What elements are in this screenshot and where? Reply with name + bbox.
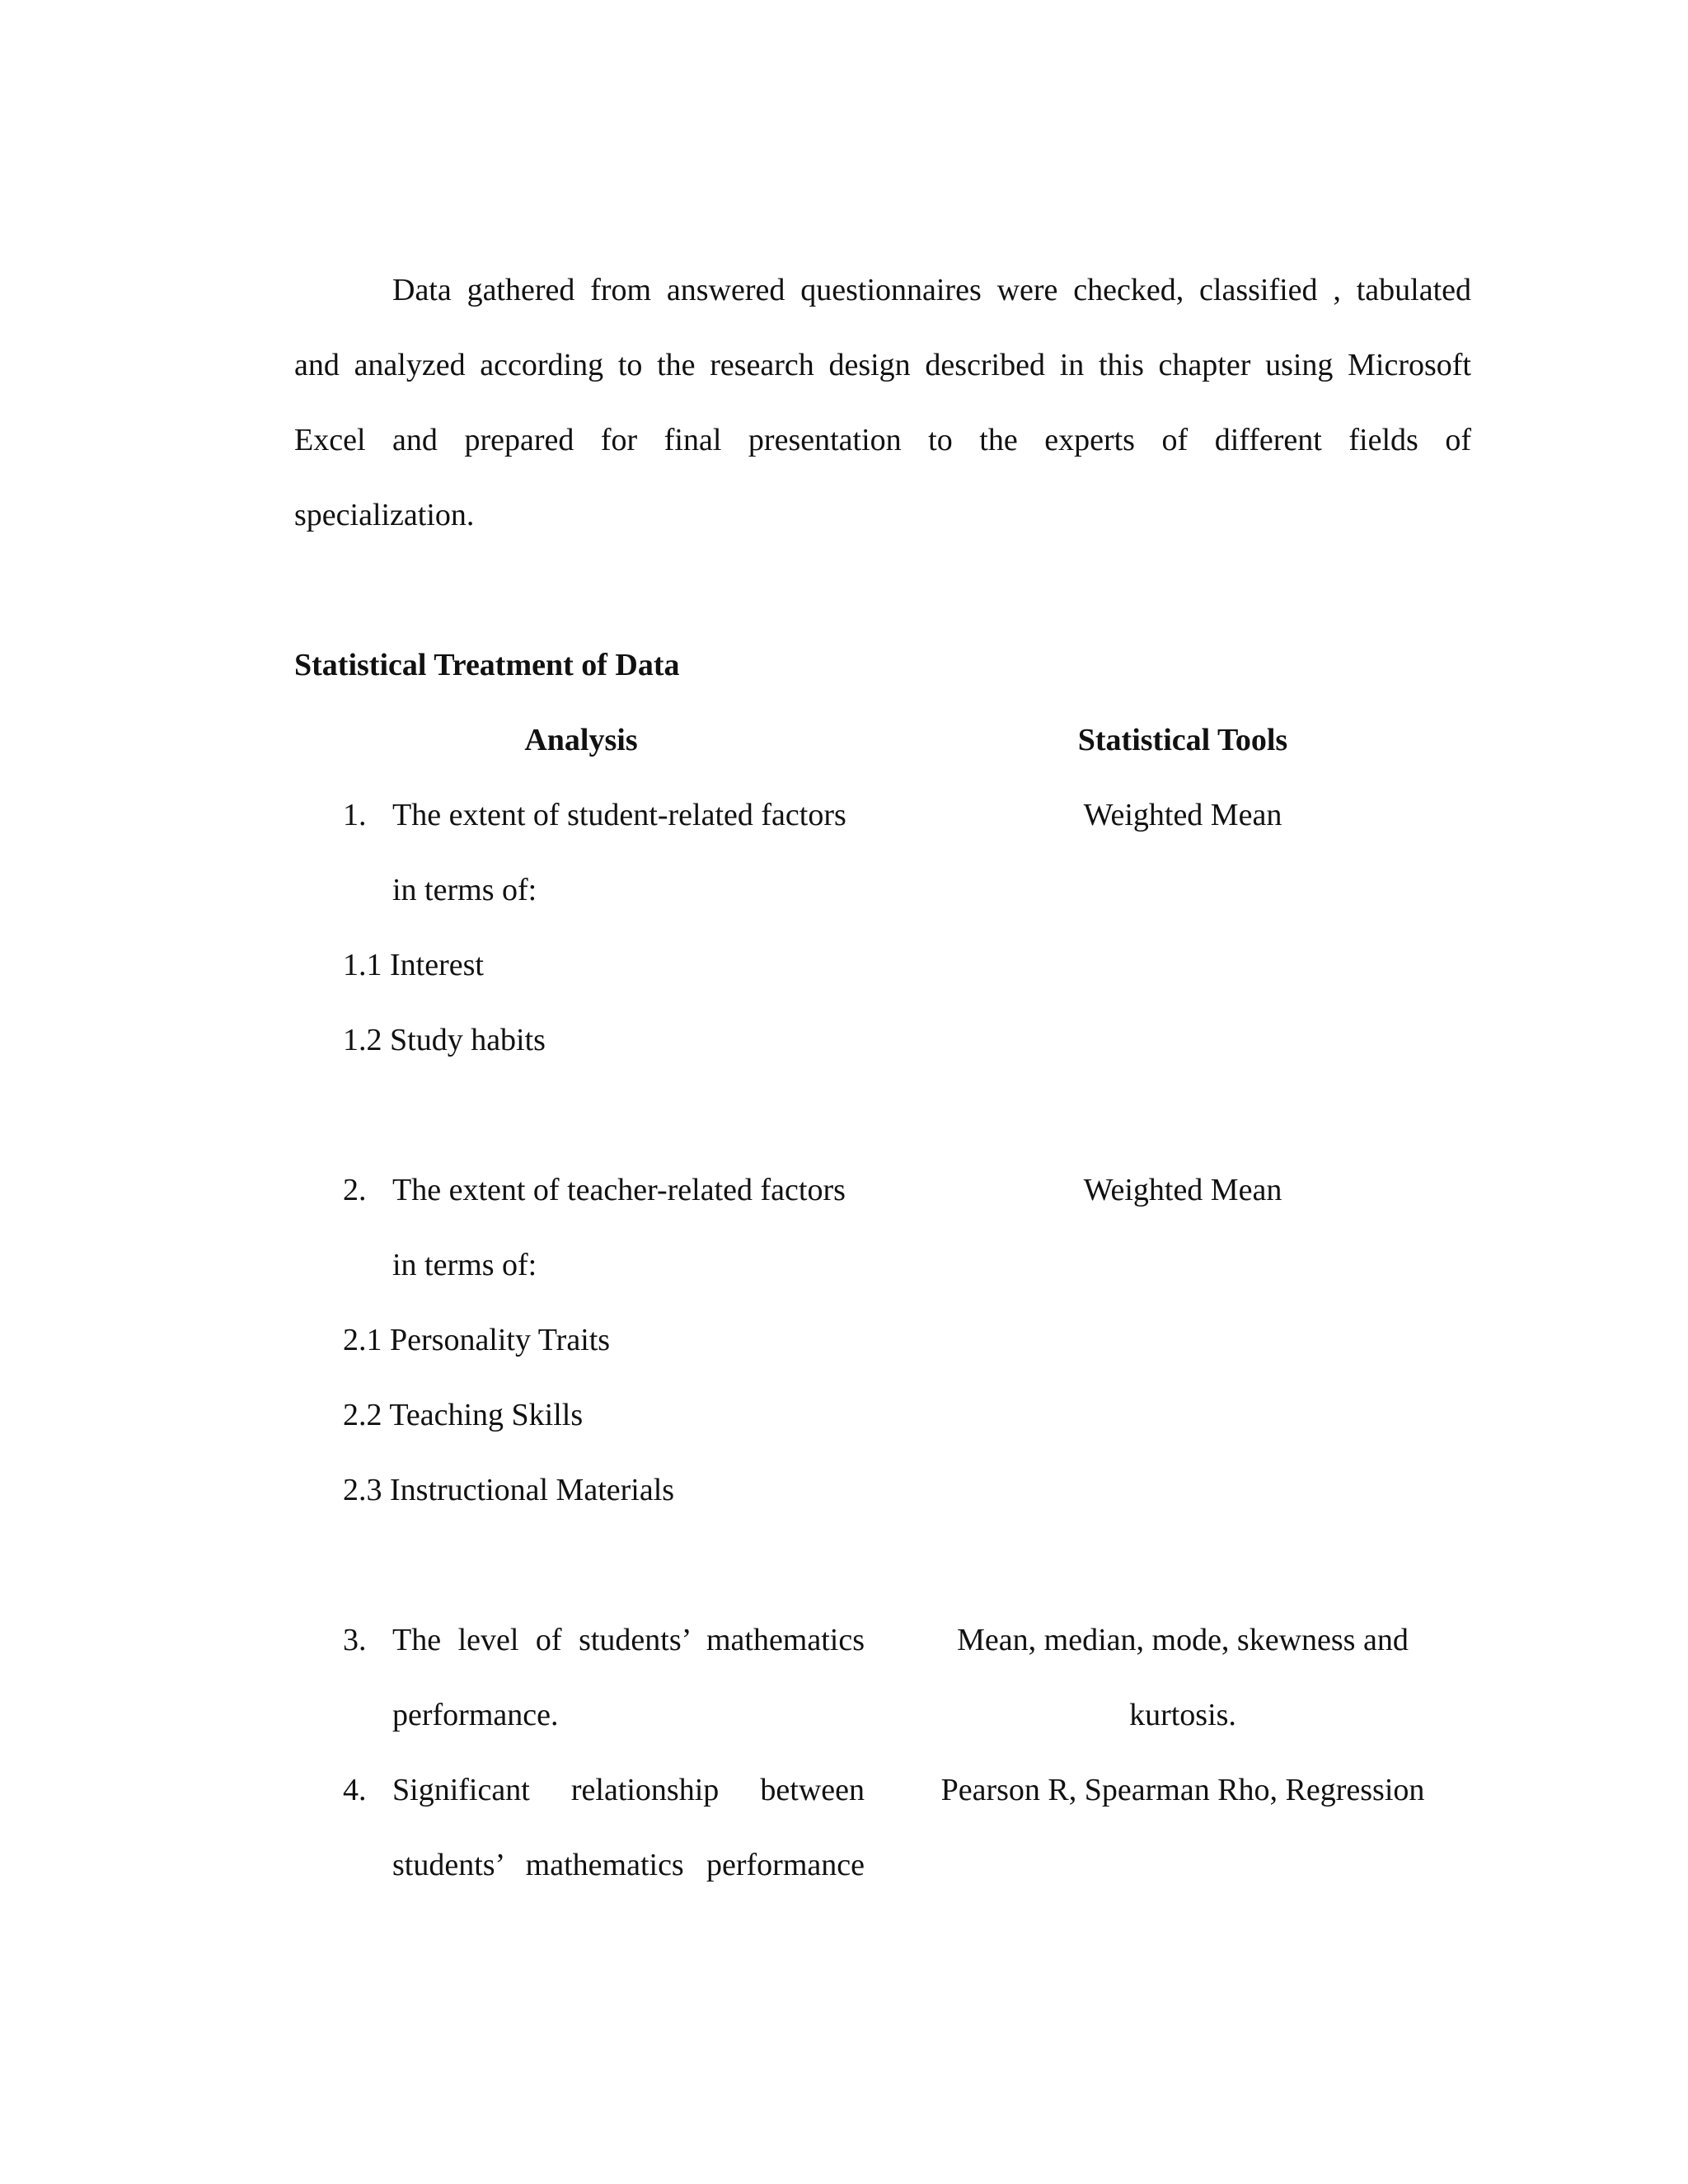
subitem: 2.1 Personality Traits xyxy=(343,1323,611,1357)
item-tool: Pearson R, Spearman Rho, Regression xyxy=(940,1773,1425,1807)
item-number: 2. xyxy=(343,1173,367,1207)
intro-line-4: specialization. xyxy=(294,498,475,532)
item-text-line-2: in terms of: xyxy=(392,1248,537,1282)
intro-line-2: and analyzed according to the research design described in this chapter using Microsoft xyxy=(294,348,1471,382)
section-heading: Statistical Treatment of Data xyxy=(294,648,680,682)
subitem: 1.2 Study habits xyxy=(343,1023,546,1057)
intro-line-3: Excel and prepared for final presentation to the experts of different fields of xyxy=(294,423,1471,457)
item-text-line-2: students’ mathematics performance xyxy=(392,1848,865,1882)
item-text-line-2: in terms of: xyxy=(392,873,537,907)
item-number: 4. xyxy=(343,1773,367,1807)
item-text-line-2: performance. xyxy=(392,1698,559,1732)
item-tool: Weighted Mean xyxy=(1083,798,1282,832)
subitem: 2.3 Instructional Materials xyxy=(343,1473,675,1507)
item-text-line-1: The extent of teacher-related factors xyxy=(392,1173,846,1207)
column-header-statistical-tools: Statistical Tools xyxy=(1077,723,1288,757)
column-header-analysis: Analysis xyxy=(524,723,638,757)
item-number: 3. xyxy=(343,1623,367,1657)
item-text-line-1: The extent of student-related factors xyxy=(392,798,846,832)
intro-line-1: Data gathered from answered questionnaires were checked, classified , tabulated xyxy=(392,273,1471,307)
item-text-line-1: The level of students’ mathematics xyxy=(392,1623,865,1657)
item-tool: Weighted Mean xyxy=(1083,1173,1282,1207)
item-tool-line-2: kurtosis. xyxy=(1129,1698,1236,1732)
item-tool: Mean, median, mode, skewness and xyxy=(957,1623,1409,1657)
item-number: 1. xyxy=(343,798,367,832)
subitem: 2.2 Teaching Skills xyxy=(343,1398,584,1432)
item-text-line-1: Significant relationship between xyxy=(392,1773,865,1807)
subitem: 1.1 Interest xyxy=(343,948,484,982)
